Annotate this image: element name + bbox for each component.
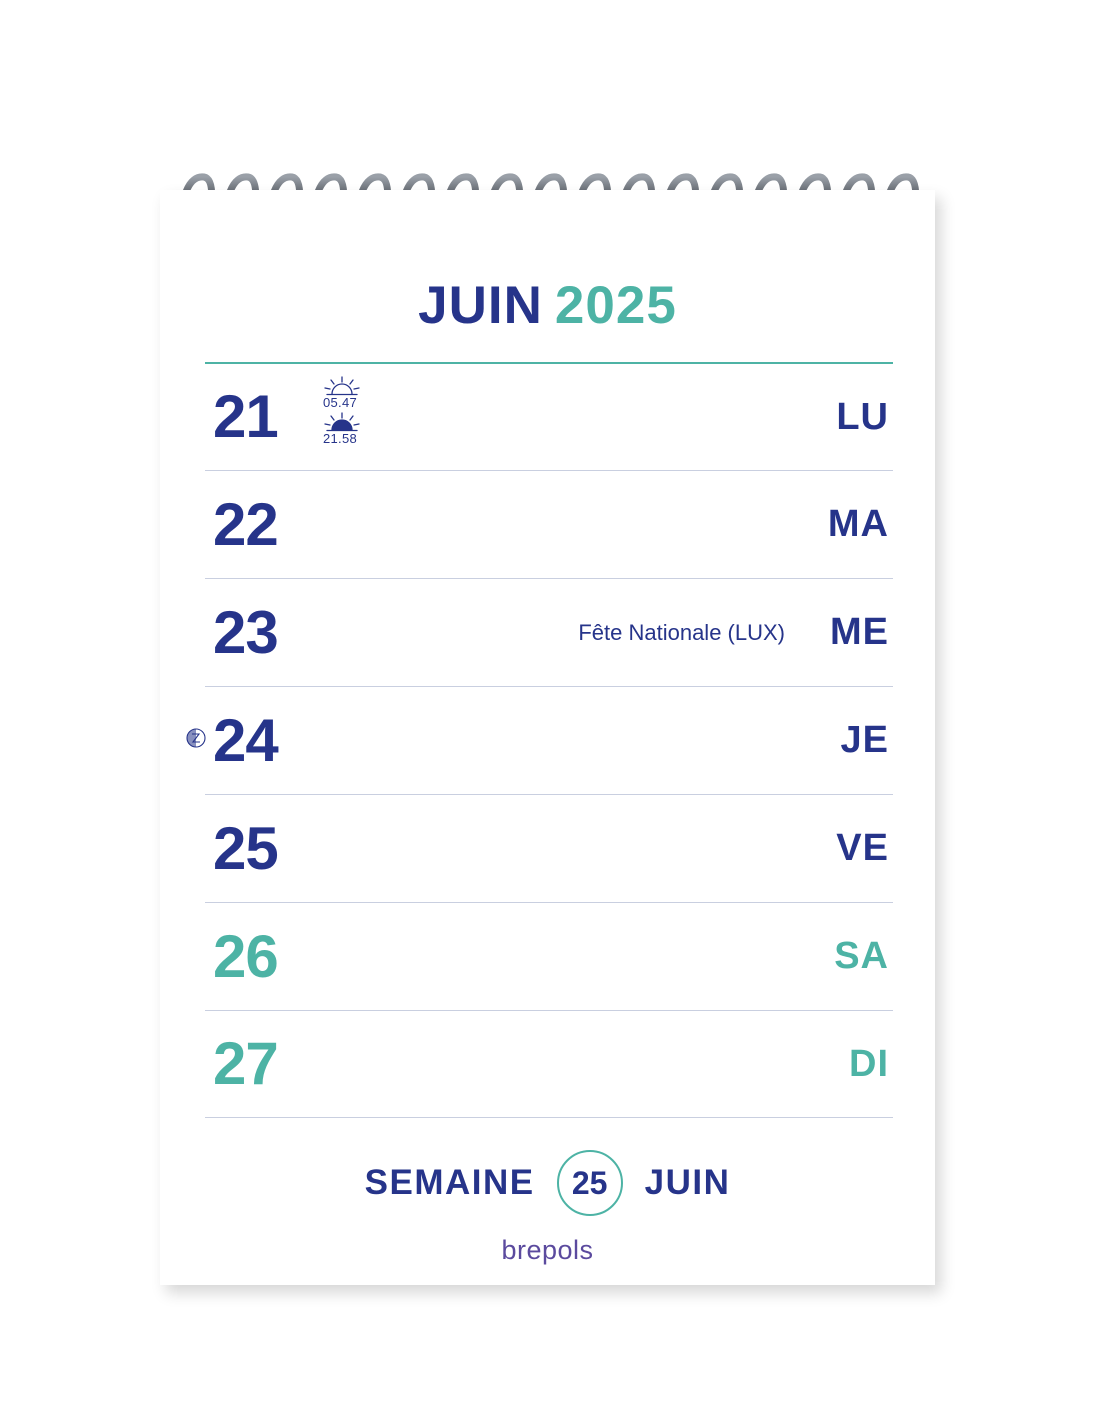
day-number: 26 (213, 922, 278, 990)
day-note-area[interactable] (343, 620, 799, 646)
day-row[interactable] (205, 1010, 893, 1118)
brand-logo: brepols (501, 1235, 594, 1265)
week-number-badge (557, 1150, 623, 1216)
week-label: SEMAINE (364, 1163, 535, 1202)
day-row[interactable] (205, 794, 893, 902)
sunset-time: 21.58 (323, 430, 358, 446)
day-abbr: VE (836, 827, 889, 869)
week-number: 25 (571, 1164, 608, 1201)
day-number: 23 (213, 598, 278, 666)
day-number: 24 (213, 706, 278, 774)
week-days-list (205, 362, 893, 1118)
day-abbr: JE (840, 719, 889, 761)
day-number: 21 (213, 383, 278, 450)
day-abbr: ME (830, 611, 889, 653)
day-row[interactable] (205, 902, 893, 1010)
footer-month-label: JUIN (644, 1163, 731, 1202)
day-abbr: SA (834, 935, 889, 977)
sunrise-time: 05.47 (323, 395, 358, 410)
week-footer (160, 1150, 935, 1216)
calendar-page (160, 190, 935, 1285)
year-label: 2025 (554, 276, 677, 335)
month-name: JUIN (418, 276, 543, 335)
day-abbr: DI (849, 1042, 889, 1085)
day-number: 22 (213, 490, 278, 558)
sun-times (323, 376, 409, 447)
page-title (160, 275, 935, 336)
day-number: 25 (213, 814, 278, 882)
day-row[interactable] (205, 578, 893, 686)
moon-last-quarter-icon (183, 725, 209, 751)
sunset-entry (323, 412, 409, 446)
day-abbr: LU (836, 395, 889, 438)
day-row[interactable] (205, 686, 893, 794)
day-number: 27 (213, 1030, 278, 1097)
day-abbr: MA (827, 503, 889, 545)
day-row[interactable] (205, 470, 893, 578)
day-row[interactable] (205, 362, 893, 470)
day-note: Fête Nationale (LUX) (578, 619, 785, 645)
sunrise-entry (323, 376, 409, 410)
